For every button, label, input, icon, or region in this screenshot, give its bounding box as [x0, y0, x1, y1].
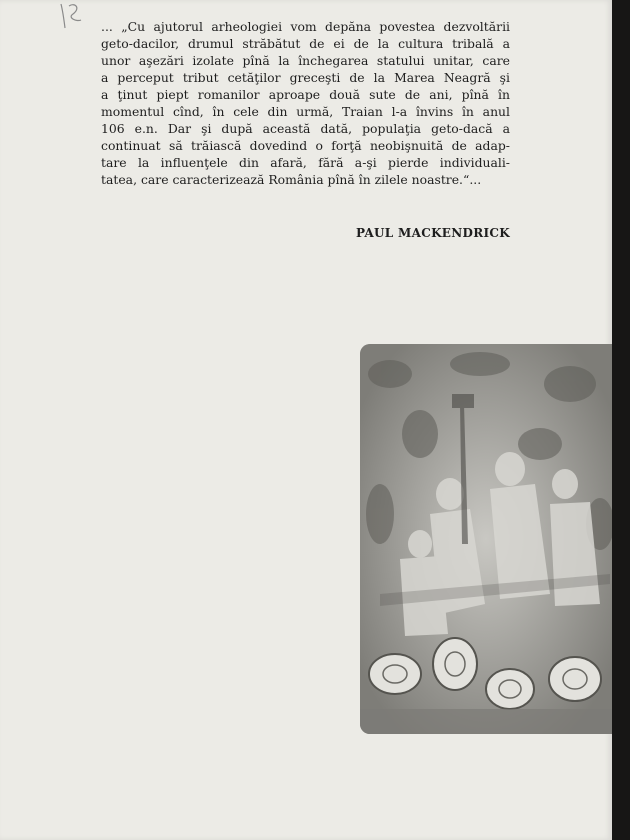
pencil-mark	[55, 0, 95, 40]
cover-edge	[612, 0, 630, 840]
quote-line: tare la influenţele din afară, fără a-şi pierde individuali-	[101, 155, 510, 170]
quote-line: ... „Cu ajutorul arheologiei vom depăna povestea dezvoltării	[101, 19, 510, 34]
quote-line: momentul cînd, în cele din urmă, Traian l-a învins în anul	[101, 104, 510, 119]
quote-line: a perceput tribut cetăţilor greceşti de la Marea Neagră şi	[101, 70, 510, 85]
quote-line: unor aşezări izolate pînă la închegarea statului unitar, care	[101, 53, 510, 68]
quote-line: a ţinut piept romanilor aproape două sute de ani, pînă în	[101, 87, 510, 102]
relief-photo	[360, 344, 612, 734]
quote-line: geto-dacilor, drumul străbătut de ei de la cultura tribală a	[101, 36, 510, 51]
quote-author: PAUL MACKENDRICK	[355, 226, 510, 240]
back-cover-quote	[101, 18, 510, 188]
quote-line: tatea, care caracterizează România pînă în zilele noastre.“...	[101, 172, 482, 187]
quote-line: 106 e.n. Dar şi după această dată, populaţia geto-dacă a	[101, 121, 510, 136]
quote-line: continuat să trăiască dovedind o forţă neobişnuită de adap-	[101, 138, 510, 153]
